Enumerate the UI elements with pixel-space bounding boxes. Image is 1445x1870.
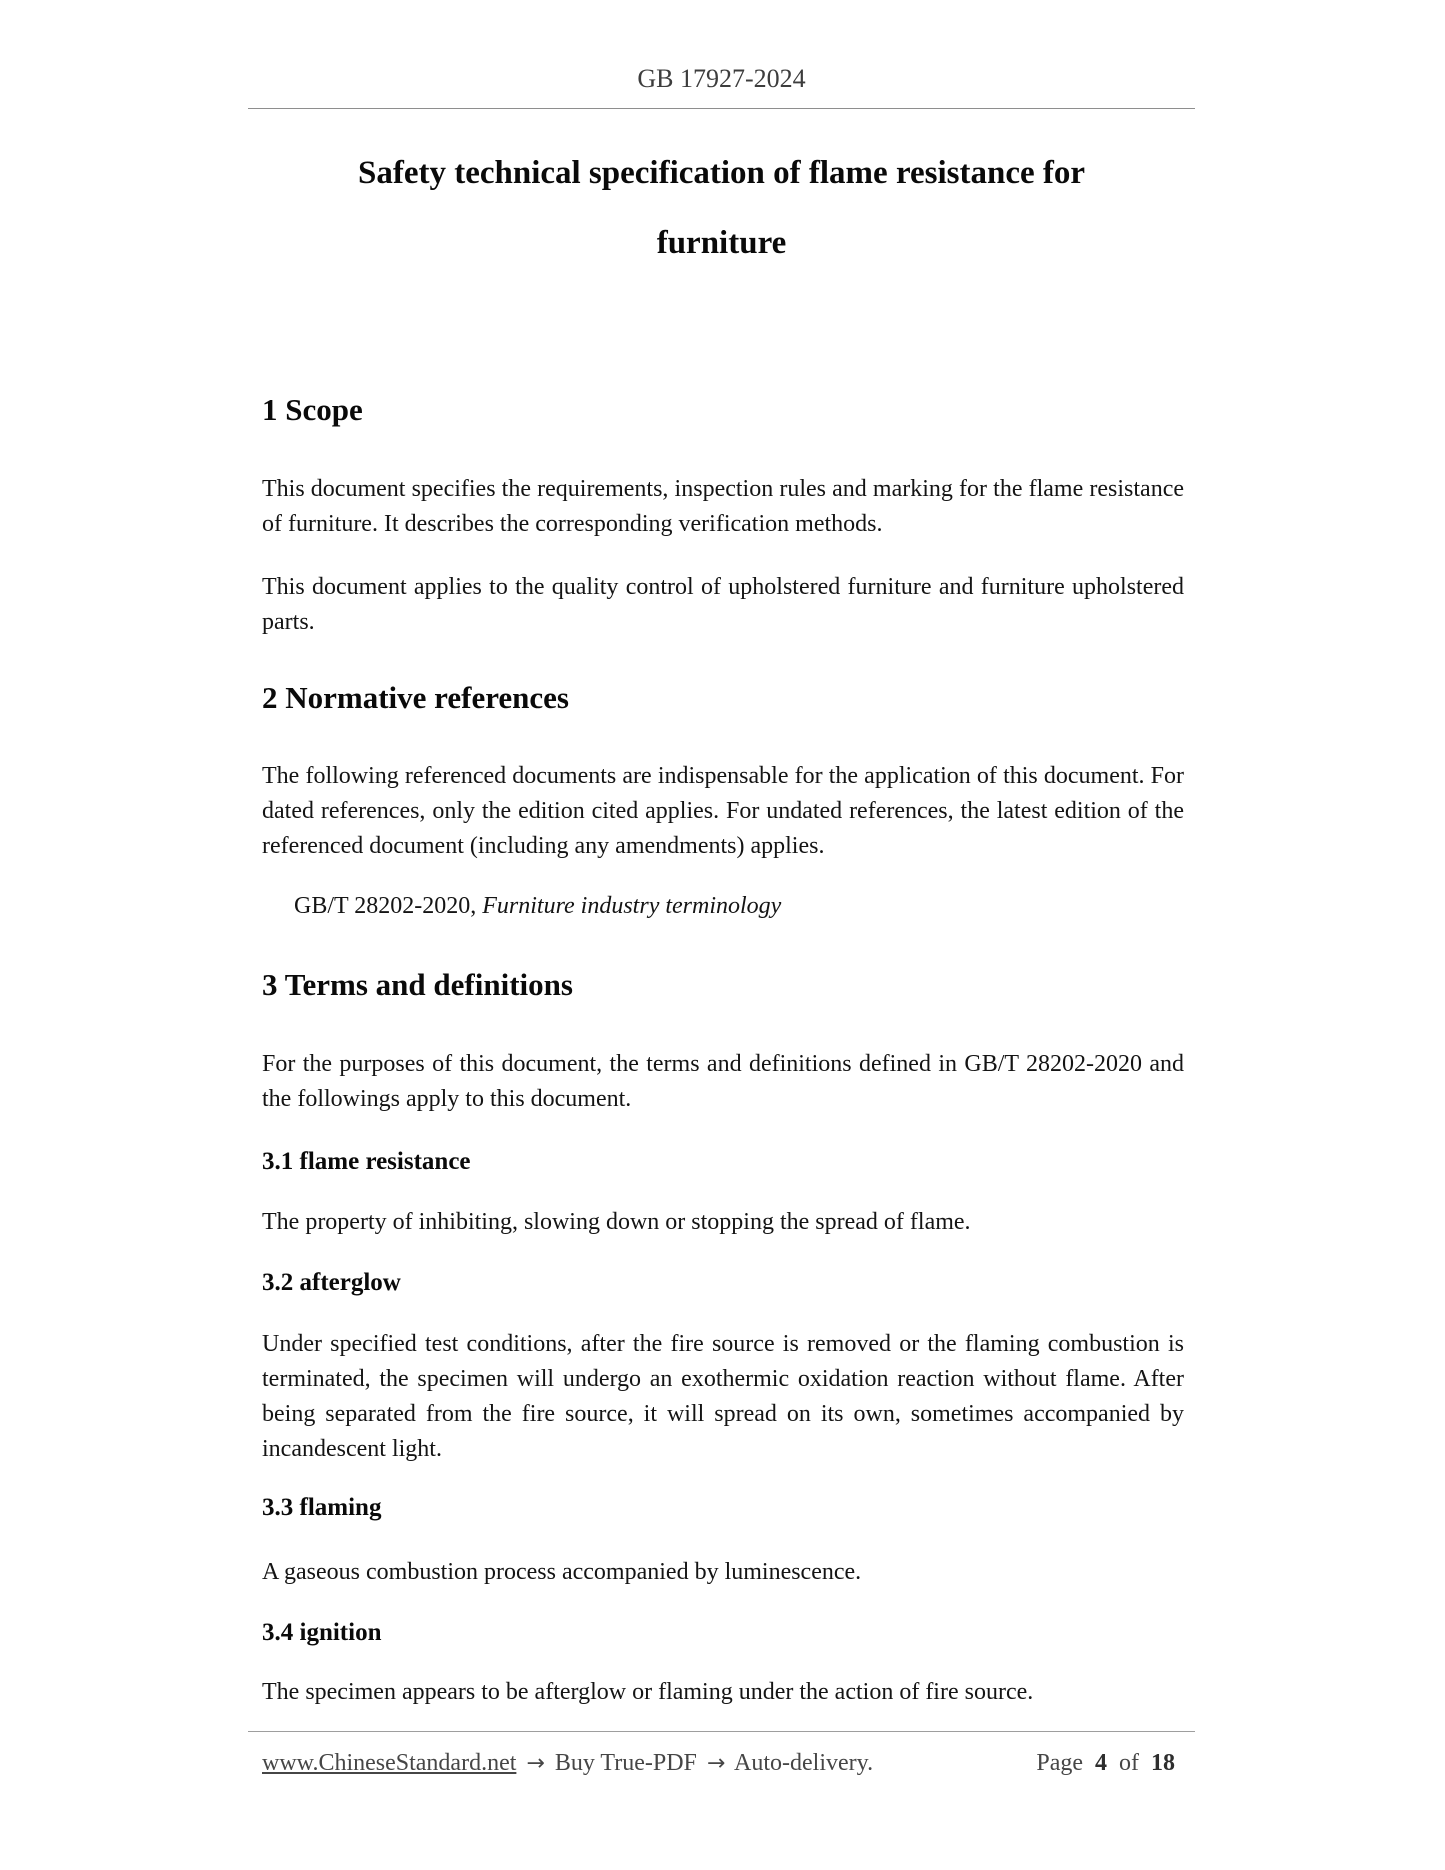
term-definition-afterglow: Under specified test conditions, after the fire source is removed or the flaming combustion is terminated, the specimen will undergo an exothermic oxidation reaction without flame. After being separated from the fire source, it will spread on its own, sometimes accompanied by incandescent light. (262, 1331, 1184, 1462)
footer-promo (262, 1748, 873, 1779)
scope-paragraph-1: This document specifies the requirements, inspection rules and marking for the flame resistance of furniture. It describes the corresponding verification methods. (262, 476, 1184, 537)
page-indicator (1036, 1748, 1175, 1778)
footer-divider (248, 1731, 1195, 1732)
website-link[interactable]: www.ChineseStandard.net (262, 1750, 517, 1776)
term-heading-ignition: 3.4 ignition (262, 1619, 382, 1646)
section-heading-normative-references: 2 Normative references (262, 680, 569, 715)
scope-paragraph-2: This document applies to the quality control of upholstered furniture and furniture upholstered parts. (262, 574, 1184, 635)
term-heading-afterglow: 3.2 afterglow (262, 1269, 401, 1296)
total-page-number: 18 (1151, 1750, 1175, 1776)
reference-entry (294, 889, 1184, 924)
buy-true-pdf-label: Buy True-PDF (554, 1750, 697, 1776)
term-definition-flaming: A gaseous combustion process accompanied by luminescence. (262, 1559, 862, 1585)
reference-code: GB/T 28202-2020, (294, 893, 483, 919)
standard-code: GB 17927-2024 (637, 64, 806, 93)
terms-intro-paragraph: For the purposes of this document, the terms and definitions defined in GB/T 28202-2020 and the followings apply to this document. (262, 1051, 1184, 1112)
current-page-number: 4 (1095, 1750, 1107, 1776)
term-definition-flame-resistance: The property of inhibiting, slowing down or stopping the spread of flame. (262, 1209, 971, 1235)
document-title-line-1: Safety technical specification of flame resistance for (357, 155, 1086, 191)
term-definition-ignition: The specimen appears to be afterglow or flaming under the action of fire source. (262, 1679, 1034, 1705)
footer (262, 1748, 1175, 1779)
auto-delivery-label: Auto-delivery. (734, 1750, 874, 1776)
document-title-line-2: furniture (656, 225, 787, 261)
page-label: Page (1036, 1750, 1083, 1776)
term-heading-flaming: 3.3 flaming (262, 1494, 382, 1521)
header-divider (248, 108, 1195, 109)
term-heading-flame-resistance: 3.1 flame resistance (262, 1148, 471, 1175)
of-label: of (1119, 1750, 1139, 1776)
document-title (248, 138, 1195, 278)
right-arrow-icon: → (706, 1751, 726, 1776)
section-heading-scope: 1 Scope (262, 392, 363, 427)
reference-title: Furniture industry terminology (482, 893, 782, 919)
normative-references-paragraph: The following referenced documents are indispensable for the application of this document. For dated references, only the edition cited applies. For undated references, the latest edition of the referenced document (including any amendments) applies. (262, 763, 1184, 859)
right-arrow-icon: → (526, 1751, 545, 1776)
section-heading-terms-definitions: 3 Terms and definitions (262, 967, 573, 1002)
